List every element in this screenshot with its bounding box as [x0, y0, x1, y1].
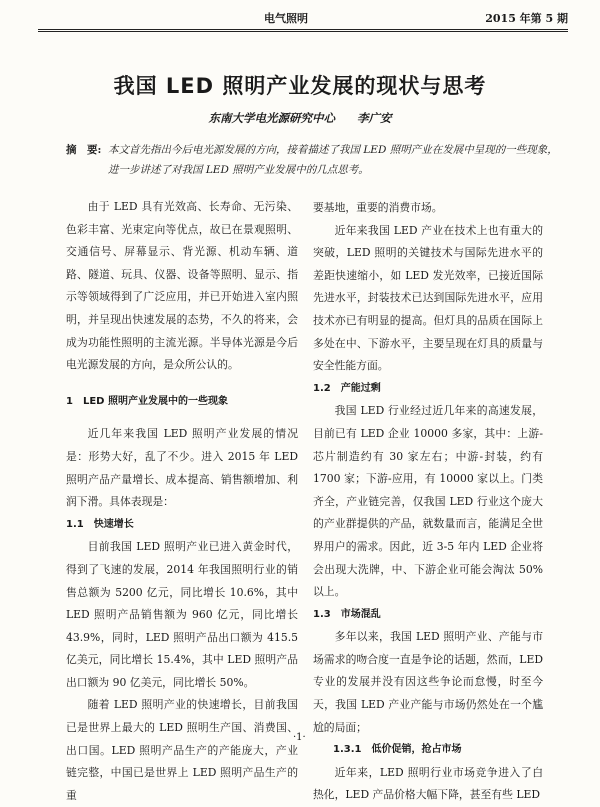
subsection-1-3-1-paragraph: 近年来，LED 照明行业市场竞争进入了白热化，LED 产品价格大幅下降，甚至有些 LED: [313, 765, 543, 802]
page-number: ·1·: [293, 732, 306, 743]
issue-number: 2015 年第 5 期: [485, 12, 568, 25]
section-1-heading: 1 LED 照明产业发展中的一些现象: [66, 395, 228, 407]
subsection-1-3-paragraph: 多年以来，我国 LED 照明产业、产能与市场需求的吻合度一直是争论的话题，然而，LED 专业的发展并没有因这些争论而怠慢，时至今天，我国 LED 产业产能与市场仍然处在一个尴尬的局面；: [313, 630, 543, 734]
continued-text: 要基地，重要的消费市场。: [313, 201, 443, 214]
author: 李广安: [357, 111, 392, 125]
subsection-1-1-heading: 1.1 快速增长: [66, 518, 134, 530]
header-rule: [38, 29, 568, 30]
byline: [0, 110, 600, 126]
article-title: 我国 LED 照明产业发展的现状与思考: [113, 74, 487, 98]
running-header: [38, 10, 568, 28]
subsection-1-3-1-heading: 1.3.1 低价促销，抢占市场: [333, 744, 462, 756]
abstract-text: 本文首先指出今后电光源发展的方向，接着描述了我国 LED 照明产业在发展中呈现的一些现象，进一步讲述了对我国 LED 照明产业发展中的几点思考。: [108, 144, 558, 176]
journal-name: 电气照明: [264, 12, 308, 25]
affiliation: 东南大学电光源研究中心: [208, 111, 335, 125]
section-1-intro: 近几年来我国 LED 照明产业发展的情况是：形势大好，乱了不少。进入 2015 年 LED 照明产品产量增长、成本提高、销售额增加、利润下滑。具体表现是：: [66, 427, 298, 509]
left-column: [66, 196, 298, 807]
subsection-1-2-paragraph: 我国 LED 行业经过近几年来的高速发展，目前已有 LED 企业 10000 多家，其中：上游-芯片制造约有 30 家左右；中游-封装，约有 1700 家；下游-应用，有 10000 家以上。门类齐全，产业链完善，仅我国 LED 行业这个庞大的产业群提供的产品，就数量而言，能满足全世界用户的需求。因此，近 3-5 年内 LED 企业将会出现大洗牌，中、下游企业可能会淘汰 50%以上。: [313, 404, 543, 599]
subsection-1-1-paragraph-2: 随着 LED 照明产业的快速增长，目前我国已是世界上最大的 LED 照明生产国、消费国、出口国。LED 照明产品生产的产能庞大，产业链完整，中国已是世界上 LED 照明产品生产的重: [66, 698, 298, 802]
intro-paragraph: 由于 LED 具有光效高、长寿命、无污染、色彩丰富、光束定向等优点，故已在景观照明、交通信号、屏幕显示、背光源、机动车辆、道路、隧道、玩具、仪器、设备等照明、显示、指示等领域得到了广泛应用，并已开始进入室内照明，并呈现出快速发展的态势，不久的将来，会成为功能性照明的主流光源。半导体光源是今后电光源发展的方向，是众所公认的。: [66, 200, 298, 372]
abstract: [66, 140, 562, 180]
header-rule-double: [38, 31, 568, 32]
subsection-1-1-paragraph-1: 目前我国 LED 照明产业已进入黄金时代，得到了飞速的发展，2014 年我国照明行业的销售总额为 5200 亿元，同比增长 10.6%，其中 LED 照明产品销售额为 960 亿元，同比增长 43.9%，同时，LED 照明产品出口额为 415.5 亿美元，同比增长 15.4%，其中 LED 照明产品出口额为 90 亿美元，同比增长 50%。: [66, 540, 298, 689]
abstract-label: 摘 要:: [66, 144, 102, 156]
subsection-1-2-heading: 1.2 产能过剩: [313, 382, 381, 394]
right-column: [313, 197, 543, 807]
subsection-1-3-heading: 1.3 市场混乱: [313, 608, 381, 620]
technology-paragraph: 近年来我国 LED 产业在技术上也有重大的突破，LED 照明的关键技术与国际先进水平的差距快速缩小，如 LED 发光效率，已接近国际先进水平，封装技术已达到国际先进水平，应用技术亦已有明显的提高。但灯具的品质在国际上多处在中、下游水平，主要呈现在灯具的质量与安全性能方面。: [313, 223, 543, 373]
